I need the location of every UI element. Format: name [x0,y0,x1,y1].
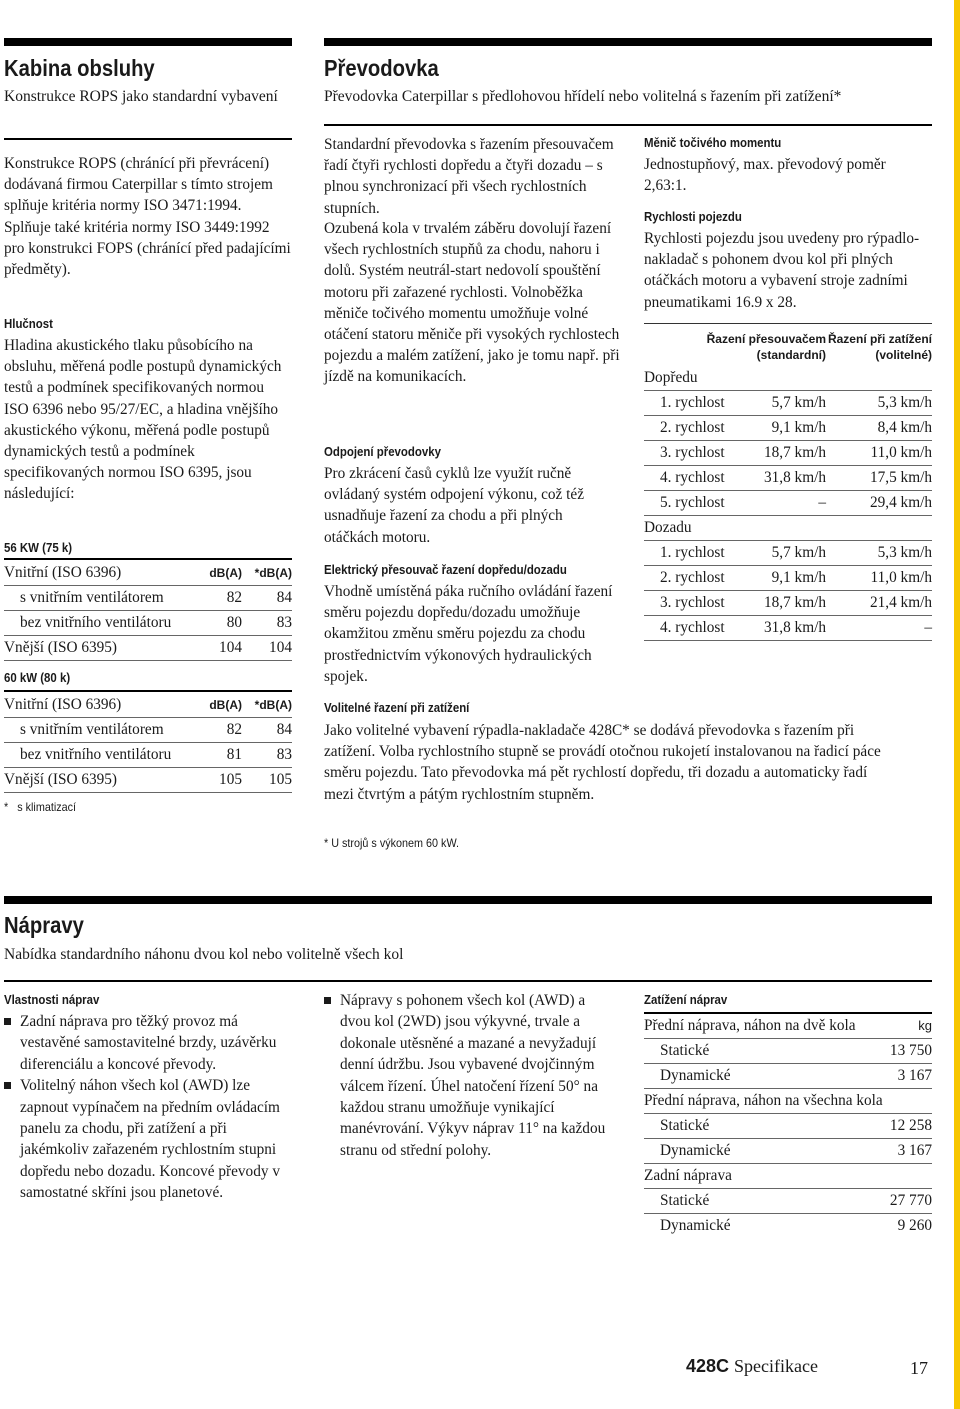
list-item-text: Nápravy s pohonem všech kol (AWD) a dvou kol (2WD) jsou výkyvné, trvale a dokonale utěsněné a mazané a nevyžadují denní údržbu. Jsou vybavené dvojčinným válcem řízení. Úhel natočení řízení 50° na každou stranu umožňuje vynikající manévrování. Výkyv náprav 11° na každou stranu od střední polohy. [340,992,606,1159]
section-subrule [4,980,932,982]
table-rule [4,558,292,560]
napravy-features-list [4,1011,292,1204]
prevodovka-p1: Standardní převodovka s řazením přesouvačem řadí čtyři rychlosti dopředu a čtyři dozadu – s plnou synchronizací při všech rychlostních stupních. [324,136,614,217]
col-header-line: Řazení při zatížení [827,332,932,346]
col-header-line: (volitelné) [875,348,932,362]
table-row [644,566,932,591]
table-group-label: Dozadu [644,519,692,536]
table-cell: 3. rychlost [660,444,725,461]
table-cell: 9 260 [897,1217,932,1234]
table-row [644,1014,932,1039]
table-cell: 8,4 km/h [877,419,932,436]
table-cell: 105 [269,771,292,788]
table-cell: 1. rychlost [660,394,725,411]
prevodovka-p2: Ozubená kola v trvalém záběru dovolují řazení všech rychlostních stupňů za chodu, nahoru i dolů. Systém neutrál-start nedovolí spouštění motoru při zařazené rychlosti. Volnoběžka měniče točivého momentu umožňuje volné otáčení statoru měniče při vysokých rychlostech pojezdu a malém zatížení, jako je tomu např. při jízdě na komunikacích. [324,220,620,386]
col-header-line: (standardní) [756,348,826,362]
table-cell: 5,3 km/h [877,544,932,561]
table-row [4,611,292,636]
table-row [4,718,292,743]
page-number: 17 [910,1358,928,1378]
table-cell: 5,3 km/h [877,394,932,411]
odpojeni-text: Pro zkrácení časů cyklů lze využít ručně ovládaný systém odpojení výkonu, což též usnadňuje řazení za chodu a při plných otáčkách motoru. [324,465,584,546]
table-row [4,743,292,768]
zatizeni-heading: Zatížení náprav [644,992,728,1007]
table-row [644,541,932,566]
table-row [4,768,292,793]
table-row [644,391,932,416]
table-cell: 82 [226,589,242,606]
table-cell: 5,7 km/h [771,394,826,411]
rops-text: Konstrukce ROPS (chránící při převrácení) dodávaná firmou Caterpillar s tímto strojem splňuje kritéria normy ISO 3471:1994. Splňuje také kritéria normy ISO 3449:1992 pro konstrukci FOPS (chránící před padajícími předměty). [4,155,291,279]
presouvac-text: Vhodně umístěná páka ručního ovládání řazení směru pojezdu dopředu/dozadu umožňuje okamžitou změnu směru pojezdu za chodu prostřednictvím výkonových hydraulických spojek. [324,583,613,685]
table-cell: bez vnitřního ventilátoru [20,746,172,763]
list-item [324,990,616,1161]
table-cell: 11,0 km/h [870,444,932,461]
col-header-line: Řazení přesouvačem [706,332,826,346]
list-item-text: Zadní náprava pro těžký provoz má vestavěné samostavitelné brzdy, uzávěrku diferenciálu a koncové převody. [20,1013,277,1073]
table-cell: Vnitřní (ISO 6396) [4,564,122,581]
table-cell: 21,4 km/h [869,594,932,611]
list-item [4,1011,292,1075]
footnote-kabina [4,800,76,814]
table-row [644,366,932,391]
table-cell: Dynamické [660,1217,731,1234]
table-cell: – [818,494,826,511]
table-cell: 105 [219,771,242,788]
table-row [4,636,292,661]
table-row [644,1164,932,1189]
table-cell: Statické [660,1192,710,1209]
vlastnosti-heading: Vlastnosti náprav [4,992,100,1007]
table-header-cell: *dB(A) [254,698,292,712]
table-cell: 12 258 [889,1117,932,1134]
noise-text: Hladina akustického tlaku působícího na obsluhu, měřená podle postupů dynamických testů a podmínek specifikovaných normou ISO 6396 nebo 95/27/EC, a hladina vnějšího akustického výkonu, měřená podle postupů dynamických testů a podmínek specifikovaných normou ISO 6395, jsou následující: [4,337,282,503]
table-cell: 104 [219,639,242,656]
noise-heading: Hlučnost [4,316,53,331]
table-cell: 2. rychlost [660,569,725,586]
table-row [644,516,932,541]
table-cell: Dynamické [660,1067,731,1084]
table-cell: 18,7 km/h [763,594,826,611]
table-cell: 2. rychlost [660,419,725,436]
rychlosti-heading: Rychlosti pojezdu [644,209,742,224]
section-subtitle-kabina: Konstrukce ROPS jako standardní vybavení [4,88,278,105]
odpojeni-heading: Odpojení převodovky [324,444,441,459]
table-row [644,1139,932,1164]
table-row [4,586,292,611]
table-cell: 83 [276,746,292,763]
table-cell: 4. rychlost [660,469,725,486]
menic-heading: Měnič točivého momentu [644,135,782,150]
table-cell: 1. rychlost [660,544,725,561]
section-title-kabina: Kabina obsluhy [4,55,155,81]
section-rule [4,38,292,46]
section-rule [4,896,932,904]
table-cell: 9,1 km/h [771,569,826,586]
table-row [644,416,932,441]
table-header-cell: dB(A) [209,566,242,580]
section-title-prevodovka: Převodovka [324,55,439,81]
table-cell: s vnitřním ventilátorem [20,589,164,606]
table-group-label: Přední náprava, náhon na dvě kola [644,1017,856,1034]
table-cell: 3 167 [897,1067,932,1084]
table-cell: Vnější (ISO 6395) [4,771,118,788]
unit-label: kg [918,1018,932,1033]
table-56kw-heading: 56 KW (75 k) [4,540,73,555]
table-cell: 3 167 [897,1142,932,1159]
footnote-text: s klimatizací [17,800,77,814]
table-cell: 31,8 km/h [763,619,826,636]
list-item-text: Volitelný náhon všech kol (AWD) lze zapnout vypínačem na předním ovládacím panelu za chodu, při zatížení a při jakémkoliv zařazeném rychlostním stupni dopředu nebo dozadu. Koncové převody v samostatné skříni jsou planetové. [20,1077,280,1202]
table-cell: 4. rychlost [660,619,725,636]
table-cell: s vnitřním ventilátorem [20,721,164,738]
table-cell: 13 750 [889,1042,932,1059]
table-cell: Dynamické [660,1142,731,1159]
table-cell: 9,1 km/h [771,419,826,436]
table-cell: 5,7 km/h [771,544,826,561]
table-cell: 81 [226,746,242,763]
table-cell: – [924,619,932,636]
table-group-label: Přední náprava, náhon na všechna kola [644,1092,883,1109]
table-header-cell: dB(A) [209,698,242,712]
rychlosti-text: Rychlosti pojezdu jsou uvedeny pro rýpadlo-nakladač s pohonem dvou kol při plných otáčkách motoru a vybavení stroje zadními pneumatikami 16.9 x 28. [644,230,920,311]
table-cell: 104 [269,639,292,656]
footer-label: Specifikace [734,1356,818,1376]
section-title-napravy: Nápravy [4,912,84,938]
presouvac-heading: Elektrický přesouvač řazení dopředu/dozadu [324,562,567,577]
bullet-square-icon [4,1018,11,1025]
table-60kw-heading: 60 kW (80 k) [4,670,71,685]
table-cell: 80 [226,614,242,631]
page-edge-accent [954,0,960,1409]
bullet-square-icon [324,997,331,1004]
table-row [644,591,932,616]
table-cell: 82 [226,721,242,738]
footnote-prevodovka: * U strojů s výkonem 60 kW. [324,836,460,850]
table-cell: 3. rychlost [660,594,725,611]
table-rule [644,323,932,324]
table-cell: Vnitřní (ISO 6396) [4,696,122,713]
table-rule [4,690,292,692]
table-row [644,1214,932,1239]
footnote-mark: * [4,800,9,814]
table-row [644,1189,932,1214]
table-row [644,616,932,641]
table-cell: Statické [660,1117,710,1134]
table-cell: 17,5 km/h [869,469,932,486]
napravy-awd-list [324,990,616,1161]
table-cell: Vnější (ISO 6395) [4,639,118,656]
table-cell: bez vnitřního ventilátoru [20,614,172,631]
menic-text: Jednostupňový, max. převodový poměr 2,63:1. [644,156,886,195]
table-row [644,1064,932,1089]
table-cell: 11,0 km/h [870,569,932,586]
volitelne-heading: Volitelné řazení při zatížení [324,700,470,715]
table-cell: Statické [660,1042,710,1059]
table-row [644,1114,932,1139]
list-item [4,1075,292,1203]
speed-col-header-opt [828,331,932,363]
table-group-label: Zadní náprava [644,1167,732,1184]
volitelne-text: Jako volitelné vybavení rýpadla-nakladače 428C* se dodává převodovka s řazením při zatížení. Volba rychlostního stupně se provádí otočnou rukojetí instalovanou na řadicí páce směru pojezdu. Tato převodovka má pět rychlostí dopředu, tři dozadu a automaticky řadí mezi čtvrtým a pátým rychlostním stupněm. [324,722,881,803]
table-row [644,1039,932,1064]
section-subtitle-prevodovka: Převodovka Caterpillar s předlohovou hřídelí nebo volitelná s řazením při zatížení* [324,88,842,105]
table-cell: 84 [276,589,292,606]
section-subrule [324,124,932,126]
table-cell: 18,7 km/h [763,444,826,461]
bullet-square-icon [4,1082,11,1089]
page-footer [686,1356,818,1377]
table-cell: 27 770 [889,1192,932,1209]
table-row [644,1089,932,1114]
table-row [644,491,932,516]
table-cell: 83 [276,614,292,631]
table-row [644,441,932,466]
section-subtitle-napravy: Nabídka standardního náhonu dvou kol nebo volitelně všech kol [4,946,404,963]
table-row [4,693,292,718]
section-rule [324,38,932,46]
footer-model: 428C [686,1356,730,1376]
table-cell: 84 [276,721,292,738]
table-group-label: Dopředu [644,369,698,386]
section-subrule [4,138,292,140]
table-cell: 31,8 km/h [763,469,826,486]
table-row [4,561,292,586]
table-cell: 5. rychlost [660,494,725,511]
table-cell: 29,4 km/h [869,494,932,511]
table-row [644,466,932,491]
table-header-cell: *dB(A) [254,566,292,580]
